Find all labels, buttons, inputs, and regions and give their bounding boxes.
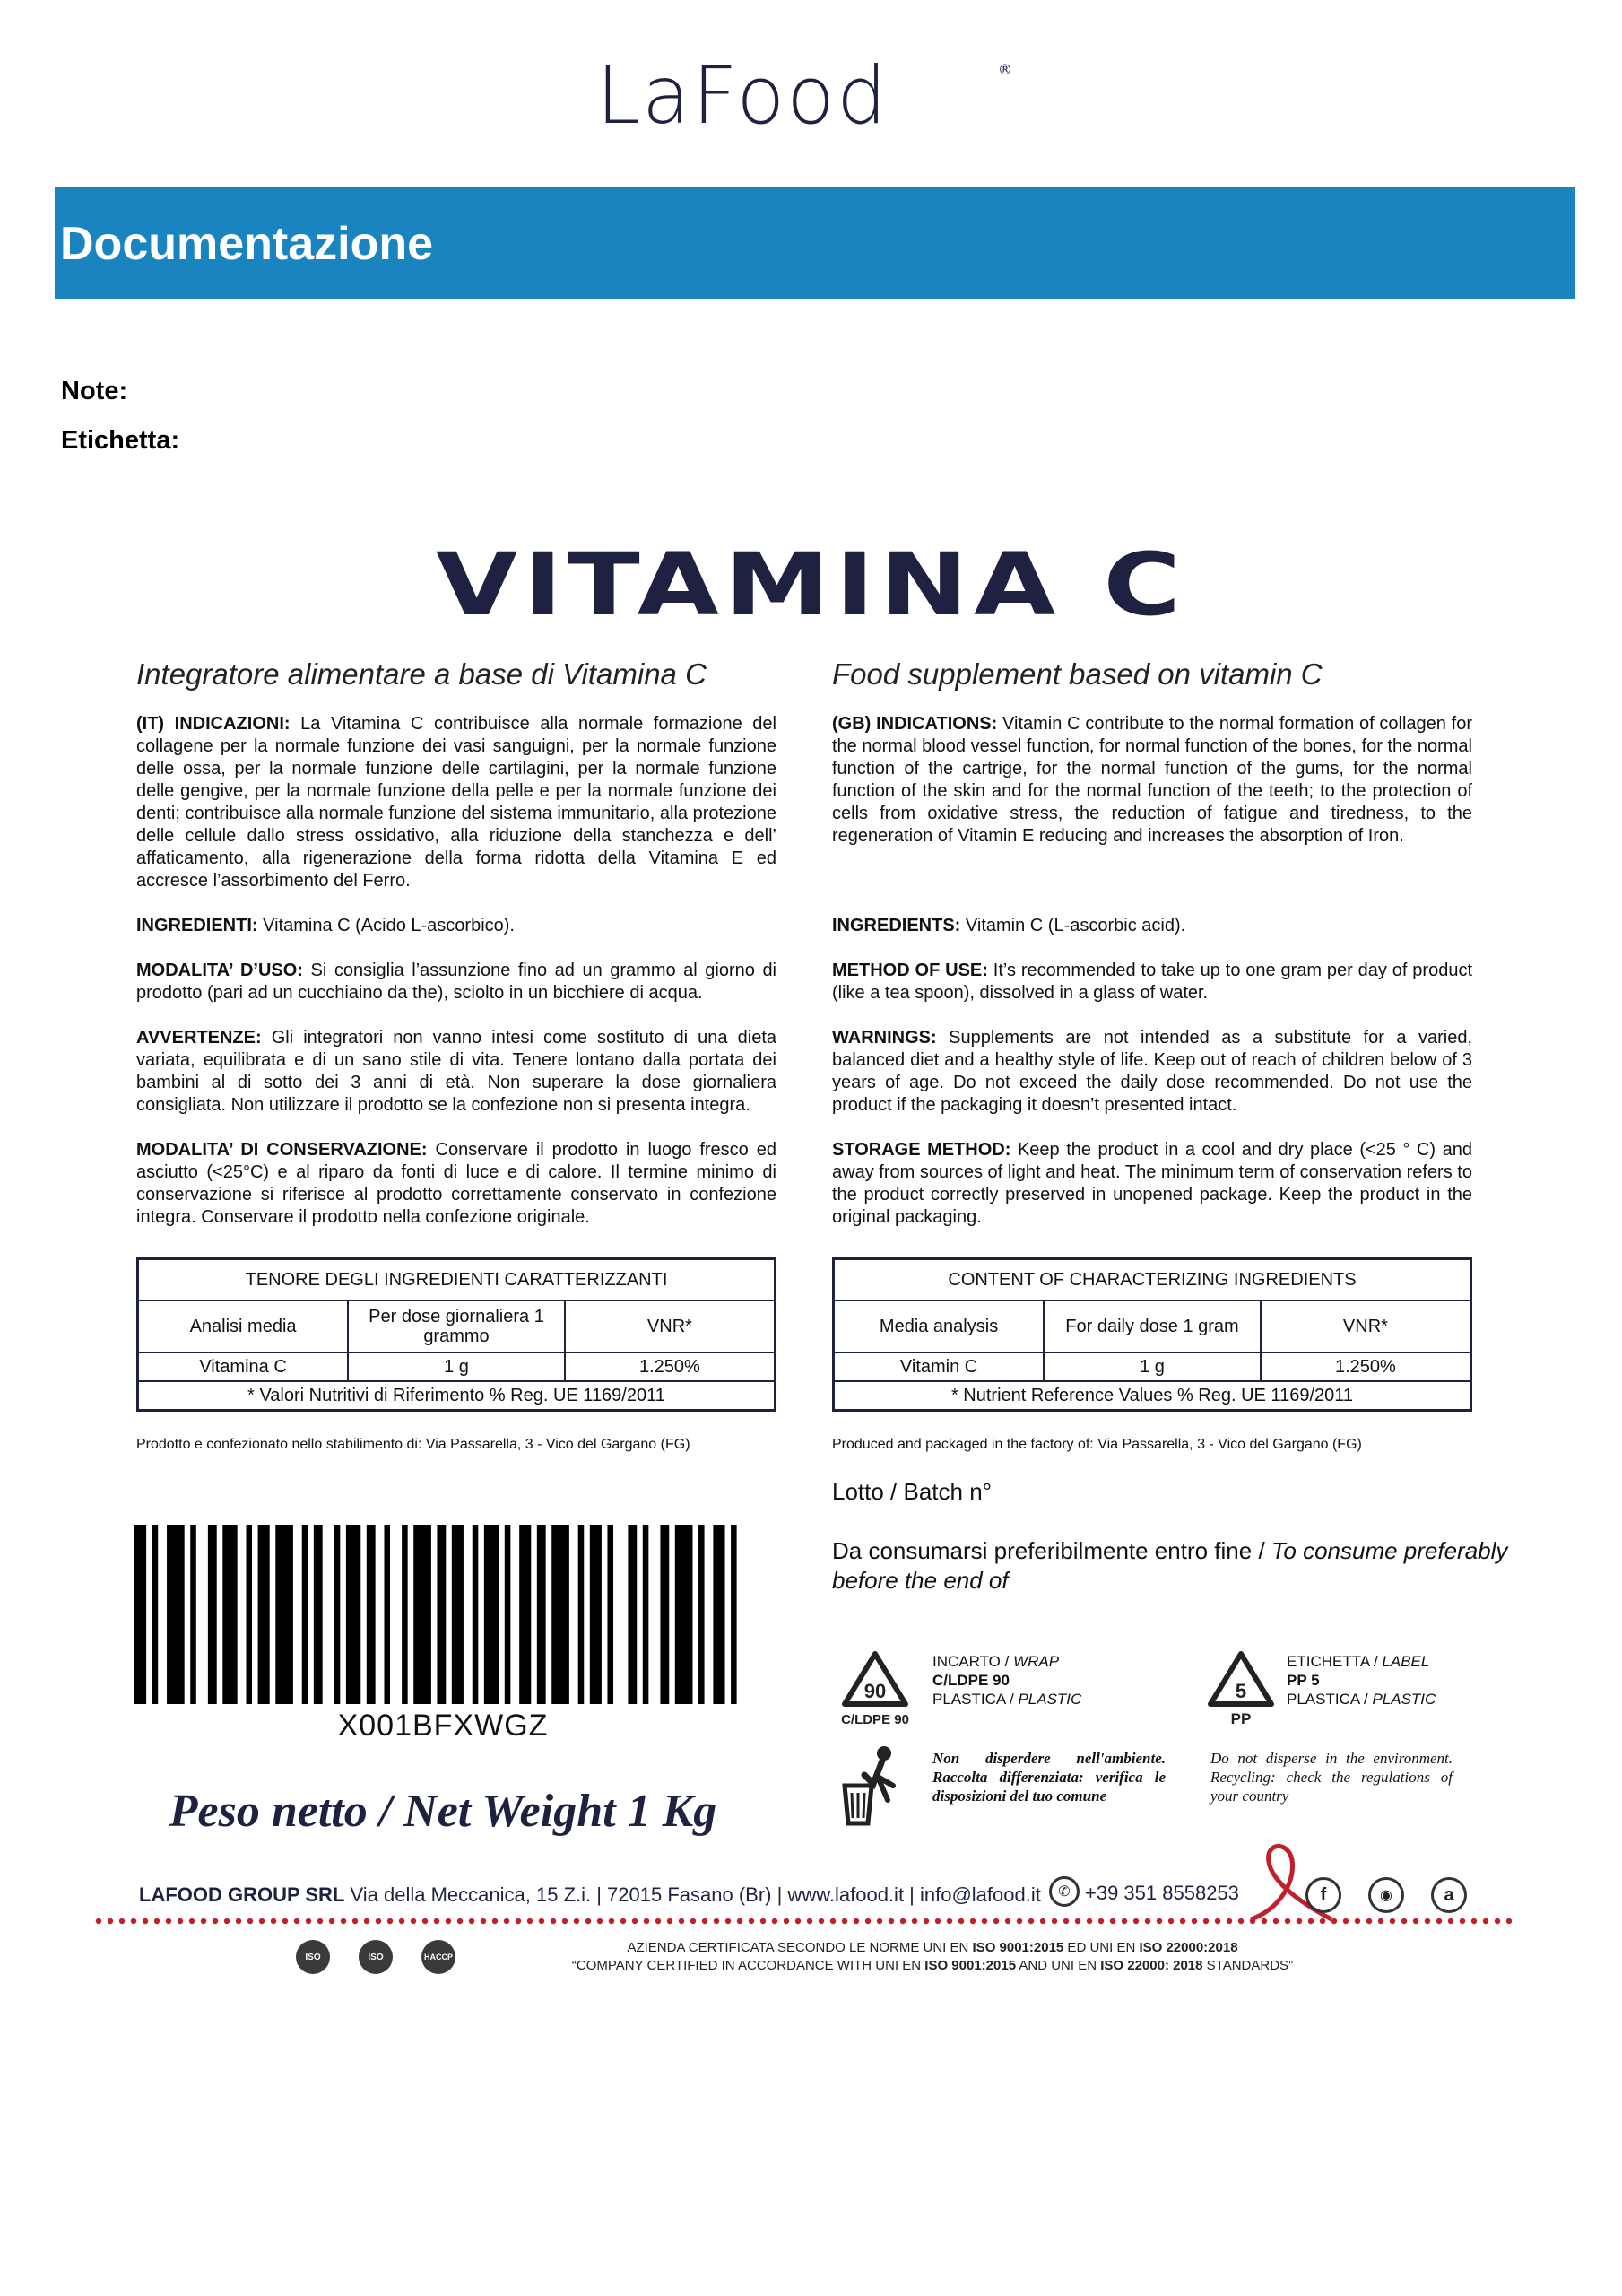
barcode-bar <box>713 1525 724 1704</box>
recycling-label-line1a: ETICHETTA / <box>1287 1653 1383 1670</box>
dotted-divider <box>95 1918 1512 1925</box>
divider-dot <box>213 1918 218 1924</box>
divider-dot <box>725 1918 731 1924</box>
divider-dot <box>655 1918 661 1924</box>
barcode-bar <box>413 1525 431 1704</box>
divider-dot <box>352 1918 358 1924</box>
divider-dot <box>341 1918 346 1924</box>
barcode-bar <box>346 1525 360 1704</box>
divider-dot <box>1028 1918 1034 1924</box>
ingredients-it-label: INGREDIENTI: <box>136 916 258 935</box>
storage-it-label: MODALITA’ DI CONSERVAZIONE: <box>136 1140 428 1160</box>
recycling-wrap-line3b: PLASTIC <box>1018 1691 1082 1708</box>
divider-dot <box>1227 1918 1232 1924</box>
barcode-bar <box>437 1525 446 1704</box>
divider-dot <box>306 1918 311 1924</box>
haccp-seal: HACCP <box>421 1940 455 1974</box>
divider-dot <box>317 1918 323 1924</box>
divider-dot <box>1133 1918 1139 1924</box>
use-it-text: Si consiglia l’assunzione fino ad un grammo al giorno di prodotto (pari ad un cucchiaino da the), sciolto in un bicchiere di acqua. <box>136 961 777 1003</box>
divider-dot <box>912 1918 917 1924</box>
recycling-label-line3a: PLASTICA / <box>1287 1691 1373 1708</box>
divider-dot <box>702 1918 707 1924</box>
indications-gb <box>832 713 1472 848</box>
amazon-icon[interactable]: a <box>1431 1877 1467 1913</box>
divider-dot <box>481 1918 486 1924</box>
disposal-text-it: Non disperdere nell'ambiente. Raccolta differenziata: verifica le disposizioni del tuo comune <box>932 1750 1166 1805</box>
note-label: Note: <box>61 377 128 405</box>
produced-gb: Produced and packaged in the factory of: Via Passarella, 3 - Vico del Gargano (FG) <box>832 1437 1362 1452</box>
nutrition-table-it <box>136 1257 776 1412</box>
footer-address: Via della Meccanica, 15 Z.i. | 72015 Fasano (Br) | www.lafood.it | info@lafood.it <box>344 1883 1041 1906</box>
warnings-gb-text: Supplements are not intended as a substitute for a varied, balanced diet and a healthy style of life. Keep out of reach of children below of 3 years of age. Do not exceed the daily dose recommended. Do not use the product if the packaging it doesn’t presented intact. <box>832 1028 1472 1115</box>
divider-dot <box>947 1918 952 1924</box>
divider-dot <box>562 1918 568 1924</box>
barcode-bar <box>367 1525 376 1704</box>
indications-it-label: (IT) INDICAZIONI: <box>136 714 291 734</box>
divider-dot <box>865 1918 871 1924</box>
logo-registered-mark: ® <box>997 61 1012 78</box>
nutrition-table-gb-title: CONTENT OF CHARACTERIZING INGREDIENTS <box>834 1259 1471 1301</box>
divider-dot <box>108 1918 113 1924</box>
product-title: VITAMINA C <box>436 534 1186 636</box>
barcode-bar <box>537 1525 546 1704</box>
barcode-code: X001BFXWGZ <box>337 1709 549 1743</box>
recycling-label-text <box>1287 1652 1436 1709</box>
cert-it-c: ED UNI EN <box>1063 1940 1140 1955</box>
divider-dot <box>143 1918 148 1924</box>
barcode-bar <box>473 1525 479 1704</box>
barcode-bar <box>660 1525 669 1704</box>
storage-gb-label: STORAGE METHOD: <box>832 1140 1011 1160</box>
barcode-bar <box>222 1525 237 1704</box>
divider-dot <box>1413 1918 1418 1924</box>
divider-dot <box>1436 1918 1442 1924</box>
recycling-wrap-line1a: INCARTO / <box>932 1653 1014 1670</box>
divider-dot <box>1110 1918 1115 1924</box>
divider-dot <box>772 1918 777 1924</box>
warnings-gb-label: WARNINGS: <box>832 1028 937 1048</box>
divider-dot <box>644 1918 649 1924</box>
divider-dot <box>201 1918 206 1924</box>
divider-dot <box>1052 1918 1057 1924</box>
indications-it-text: La Vitamina C contribuisce alla normale formazione del collagene per la normale funzione dei vasi sanguigni, per la normale funzione delle ossa, per la normale funzione delle cartilagini, per la normale funzione delle gengive, per la normale funzione della pelle e per la normale funzione dei denti; contribuisce alla normale funzione del sistema immunitario, alla protezione delle cellule dallo stress ossidativo, alla riduzione della stanchezza e dell’ affaticamento, alla rigenerazione della forma ridotta della Vitamina E ed accresce l’assorbimento del Ferro. <box>136 714 776 891</box>
recycling-ldpe-icon <box>834 1648 916 1729</box>
nutrition-footnote-it: * Valori Nutritivi di Riferimento % Reg. UE 1169/2011 <box>138 1381 776 1411</box>
divider-dot <box>1343 1918 1349 1924</box>
nutrition-table-gb <box>832 1257 1472 1412</box>
barcode-bar <box>208 1525 217 1704</box>
section-header-title: Documentazione <box>60 218 434 270</box>
divider-dot <box>1145 1918 1150 1924</box>
divider-dot <box>1483 1918 1488 1924</box>
divider-dot <box>667 1918 672 1924</box>
brand-logo <box>0 49 1622 152</box>
divider-dot <box>1157 1918 1162 1924</box>
barcode-bar <box>134 1525 146 1704</box>
divider-dot <box>574 1918 579 1924</box>
column-it <box>136 657 776 1229</box>
indications-gb-label: (GB) INDICATIONS: <box>832 714 998 734</box>
barcode-bar <box>643 1525 649 1704</box>
footer-company-line <box>139 1883 1041 1907</box>
barcode-bar <box>551 1525 569 1704</box>
instagram-icon[interactable]: ◉ <box>1368 1877 1404 1913</box>
nutrition-cell-gb-2: 1.250% <box>1261 1352 1471 1381</box>
divider-dot <box>1355 1918 1360 1924</box>
iso-seal-2: ISO <box>359 1940 393 1974</box>
net-weight: Peso netto / Net Weight 1 Kg <box>169 1786 717 1837</box>
barcode-bar <box>402 1525 408 1704</box>
nutrition-cell-gb-0: Vitamin C <box>834 1352 1045 1381</box>
nutrition-header-gb-2: VNR* <box>1261 1300 1471 1352</box>
logo-wordmark: LaFood <box>595 49 889 142</box>
divider-dot <box>609 1918 614 1924</box>
nutrition-cell-it-0: Vitamina C <box>138 1352 349 1381</box>
cert-it-b: ISO 9001:2015 <box>972 1940 1064 1955</box>
divider-dot <box>1471 1918 1477 1924</box>
divider-dot <box>632 1918 638 1924</box>
barcode-bar <box>334 1525 341 1704</box>
recycling-pp-caption: PP <box>1230 1710 1252 1727</box>
divider-dot <box>807 1918 812 1924</box>
barcode-bar <box>628 1525 637 1704</box>
divider-dot <box>259 1918 265 1924</box>
divider-dot <box>469 1918 474 1924</box>
divider-dot <box>737 1918 742 1924</box>
divider-dot <box>247 1918 253 1924</box>
cert-it-d: ISO 22000:2018 <box>1139 1940 1238 1955</box>
barcode-bar <box>484 1525 499 1704</box>
ingredients-it <box>136 915 776 937</box>
divider-dot <box>1297 1918 1302 1924</box>
divider-dot <box>1390 1918 1395 1924</box>
nutrition-cell-it-1: 1 g <box>348 1352 565 1381</box>
divider-dot <box>178 1918 183 1924</box>
barcode-bar <box>607 1525 613 1704</box>
recycling-pp-code: 5 <box>1235 1680 1247 1702</box>
divider-dot <box>224 1918 230 1924</box>
divider-dot <box>1087 1918 1092 1924</box>
divider-dot <box>690 1918 696 1924</box>
storage-it-text: Conservare il prodotto in luogo fresco ed asciutto (<25°C) e al riparo da fonti di luce e di calore. Il termine minimo di conservazione si riferisce al prodotto correttamente conservato in confezione integra. Conservare il prodotto nella confezione originale. <box>136 1140 776 1227</box>
warnings-it <box>136 1027 776 1117</box>
divider-dot <box>1308 1918 1314 1924</box>
divider-dot <box>1180 1918 1185 1924</box>
divider-dot <box>620 1918 626 1924</box>
nutrition-table-it-title: TENORE DEGLI INGREDIENTI CARATTERIZZANTI <box>138 1259 776 1301</box>
divider-dot <box>1378 1918 1383 1924</box>
divider-dot <box>119 1918 125 1924</box>
storage-gb-text: Keep the product in a cool and dry place (<25 ° C) and away from sources of light and heat. The minimum term of conservation refers to the product correctly preserved in unopened package. Keep the product in the original packaging. <box>832 1140 1472 1227</box>
barcode-bar <box>152 1525 159 1704</box>
divider-dot <box>329 1918 334 1924</box>
certification-en <box>448 1958 1417 1973</box>
divider-dot <box>411 1918 416 1924</box>
ingredients-gb-text: Vitamin C (L-ascorbic acid). <box>965 916 1186 935</box>
divider-dot <box>830 1918 836 1924</box>
divider-dot <box>993 1918 999 1924</box>
etichetta-label: Etichetta: <box>61 426 180 455</box>
indications-gb-text: Vitamin C contribute to the normal formation of collagen for the normal blood vessel function, for normal function of the bones, for the normal function of the cartrige, for the normal function of the gums, for the normal function of the skin and for the normal function of the teeth; to the protection of cells from oxidative stress, the reduction of fatigue and tiredness, to the regeneration of Vitamin E reducing and increases the absorption of Iron. <box>832 714 1472 846</box>
divider-dot <box>900 1918 906 1924</box>
barcode-bar <box>675 1525 693 1704</box>
divider-dot <box>877 1918 882 1924</box>
recycling-label-line3b: PLASTIC <box>1372 1691 1436 1708</box>
divider-dot <box>1075 1918 1080 1924</box>
divider-dot <box>760 1918 766 1924</box>
divider-dot <box>958 1918 964 1924</box>
divider-dot <box>376 1918 381 1924</box>
ingredients-gb-label: INGREDIENTS: <box>832 916 961 935</box>
warnings-gb <box>832 1027 1472 1117</box>
ingredients-it-text: Vitamina C (Acido L-ascorbico). <box>263 916 515 935</box>
expiry-label-en: To consume preferably before the end of <box>832 1537 1508 1594</box>
certification-it <box>448 1940 1417 1955</box>
divider-dot <box>1063 1918 1069 1924</box>
nutrition-header-it-0: Analisi media <box>138 1300 349 1352</box>
barcode-bar <box>167 1525 185 1704</box>
divider-dot <box>1203 1918 1209 1924</box>
barcode-bar <box>302 1525 308 1704</box>
warnings-it-text: Gli integratori non vanno intesi come sostituto di una dieta variata, equilibrata e di un sano stile di vita. Tenere lontano dalla portata dei bambini al di sotto dei 3 anni di età. Non superare la dose giornaliera consigliata. Non utilizzare il prodotto se la confezione non si presenta integra. <box>136 1028 776 1115</box>
divider-dot <box>1320 1918 1325 1924</box>
divider-dot <box>1005 1918 1010 1924</box>
barcode-bar <box>452 1525 464 1704</box>
recycling-label-line1b: LABEL <box>1382 1653 1430 1670</box>
disposal-text-en: Do not disperse in the environment. Recycling: check the regulations of your country <box>1210 1750 1453 1805</box>
divider-dot <box>1040 1918 1045 1924</box>
divider-dot <box>504 1918 509 1924</box>
divider-dot <box>1273 1918 1279 1924</box>
use-it <box>136 960 776 1004</box>
recycling-wrap-line1b: WRAP <box>1013 1653 1060 1670</box>
barcode-bar <box>314 1525 323 1704</box>
recycling-ldpe-caption: C/LDPE 90 <box>841 1712 909 1727</box>
divider-dot <box>434 1918 439 1924</box>
divider-dot <box>387 1918 393 1924</box>
divider-dot <box>131 1918 136 1924</box>
footer-company: LAFOOD GROUP SRL <box>139 1883 345 1906</box>
divider-dot <box>166 1918 171 1924</box>
recycling-wrap-line2: C/LDPE 90 <box>932 1672 1010 1689</box>
warnings-it-label: AVVERTENZE: <box>136 1028 262 1048</box>
divider-dot <box>189 1918 195 1924</box>
use-gb-text: It’s recommended to take up to one gram per day of product (like a tea spoon), dissolved in a glass of water. <box>832 961 1473 1003</box>
divider-dot <box>1366 1918 1372 1924</box>
barcode-bar <box>505 1525 511 1704</box>
divider-dot <box>1495 1918 1500 1924</box>
divider-dot <box>492 1918 498 1924</box>
divider-dot <box>1017 1918 1022 1924</box>
divider-dot <box>585 1918 591 1924</box>
subtitle-it: Integratore alimentare a base di Vitamina C <box>136 657 707 691</box>
barcode-bar <box>384 1525 390 1704</box>
subtitle-gb: Food supplement based on vitamin C <box>832 657 1323 691</box>
divider-dot <box>819 1918 824 1924</box>
nutrition-header-gb-0: Media analysis <box>834 1300 1045 1352</box>
nutrition-cell-it-2: 1.250% <box>565 1352 776 1381</box>
recycling-wrap-text <box>932 1652 1081 1709</box>
lafood-logo-mark <box>596 49 1027 148</box>
divider-dot <box>446 1918 451 1924</box>
divider-dot <box>679 1918 684 1924</box>
nutrition-cell-gb-1: 1 g <box>1044 1352 1261 1381</box>
divider-dot <box>1262 1918 1267 1924</box>
nutrition-header-it-2: VNR* <box>565 1300 776 1352</box>
nutrition-header-it-1: Per dose giornaliera 1 grammo <box>348 1300 565 1352</box>
divider-dot <box>1460 1918 1465 1924</box>
divider-dot <box>854 1918 859 1924</box>
barcode-bar <box>698 1525 705 1704</box>
divider-dot <box>1192 1918 1197 1924</box>
expiry-label-it: Da consumarsi preferibilmente entro fine / <box>832 1537 1271 1564</box>
iso-seal-1: ISO <box>296 1940 330 1974</box>
indications-it <box>136 713 776 892</box>
barcode <box>134 1525 751 1704</box>
divider-dot <box>399 1918 404 1924</box>
divider-dot <box>516 1918 521 1924</box>
divider-dot <box>935 1918 941 1924</box>
expiry-label <box>832 1536 1514 1596</box>
section-header <box>55 187 1575 299</box>
divider-dot <box>924 1918 929 1924</box>
divider-dot <box>784 1918 789 1924</box>
recycling-pp-icon <box>1200 1648 1282 1729</box>
facebook-icon[interactable]: f <box>1305 1877 1341 1913</box>
divider-dot <box>1425 1918 1430 1924</box>
divider-dot <box>1401 1918 1407 1924</box>
trash-bin-icon <box>837 1744 918 1827</box>
divider-dot <box>1168 1918 1174 1924</box>
nutrition-header-gb-1: For daily dose 1 gram <box>1044 1300 1261 1352</box>
barcode-bar <box>590 1525 602 1704</box>
divider-dot <box>1331 1918 1337 1924</box>
barcode-bar <box>275 1525 293 1704</box>
divider-dot <box>795 1918 801 1924</box>
divider-dot <box>96 1918 101 1924</box>
use-it-label: MODALITA’ D’USO: <box>136 961 303 980</box>
divider-dot <box>970 1918 976 1924</box>
use-gb-label: METHOD OF USE: <box>832 961 988 980</box>
divider-dot <box>1448 1918 1453 1924</box>
divider-dot <box>236 1918 241 1924</box>
produced-it: Prodotto e confezionato nello stabilimento di: Via Passarella, 3 - Vico del Gargano (FG) <box>136 1437 690 1452</box>
whatsapp-icon[interactable]: ✆ <box>1049 1876 1080 1907</box>
divider-dot <box>527 1918 533 1924</box>
divider-dot <box>294 1918 299 1924</box>
divider-dot <box>1215 1918 1220 1924</box>
footer-phone: +39 351 8558253 <box>1085 1882 1239 1904</box>
storage-it <box>136 1139 776 1229</box>
divider-dot <box>1238 1918 1244 1924</box>
divider-dot <box>714 1918 719 1924</box>
column-gb <box>832 657 1472 1229</box>
divider-dot <box>597 1918 603 1924</box>
divider-dot <box>551 1918 556 1924</box>
divider-dot <box>1506 1918 1512 1924</box>
batch-label: Lotto / Batch n° <box>832 1478 993 1505</box>
divider-dot <box>749 1918 754 1924</box>
nutrition-footnote-gb: * Nutrient Reference Values % Reg. UE 1169/2011 <box>834 1381 1471 1411</box>
barcode-bar <box>190 1525 196 1704</box>
use-gb <box>832 960 1472 1004</box>
cert-en-b: ISO 9001:2015 <box>924 1958 1017 1973</box>
storage-gb <box>832 1139 1472 1229</box>
divider-dot <box>539 1918 544 1924</box>
barcode-bar <box>246 1525 252 1704</box>
divider-dot <box>1285 1918 1290 1924</box>
divider-dot <box>889 1918 894 1924</box>
divider-dot <box>422 1918 428 1924</box>
recycling-label-line2: PP 5 <box>1287 1672 1320 1689</box>
barcode-bar <box>519 1525 531 1704</box>
ingredients-gb <box>832 915 1472 937</box>
divider-dot <box>982 1918 987 1924</box>
cert-it-a: AZIENDA CERTIFICATA SECONDO LE NORME UNI EN <box>627 1940 973 1955</box>
cert-en-e: STANDARDS” <box>1202 1958 1294 1973</box>
cert-en-c: AND UNI EN <box>1016 1958 1101 1973</box>
divider-dot <box>1098 1918 1104 1924</box>
recycling-wrap-line3a: PLASTICA / <box>932 1691 1019 1708</box>
cert-en-a: “COMPANY CERTIFIED IN ACCORDANCE WITH UNI EN <box>571 1958 925 1973</box>
divider-dot <box>842 1918 847 1924</box>
divider-dot <box>154 1918 160 1924</box>
divider-dot <box>1122 1918 1127 1924</box>
divider-dot <box>271 1918 276 1924</box>
barcode-bar <box>731 1525 737 1704</box>
recycling-ldpe-code: 90 <box>863 1680 887 1702</box>
divider-dot <box>457 1918 463 1924</box>
barcode-bar <box>258 1525 270 1704</box>
divider-dot <box>364 1918 369 1924</box>
barcode-bar <box>578 1525 585 1704</box>
divider-dot <box>1250 1918 1255 1924</box>
divider-dot <box>282 1918 288 1924</box>
cert-en-d: ISO 22000: 2018 <box>1100 1958 1203 1973</box>
